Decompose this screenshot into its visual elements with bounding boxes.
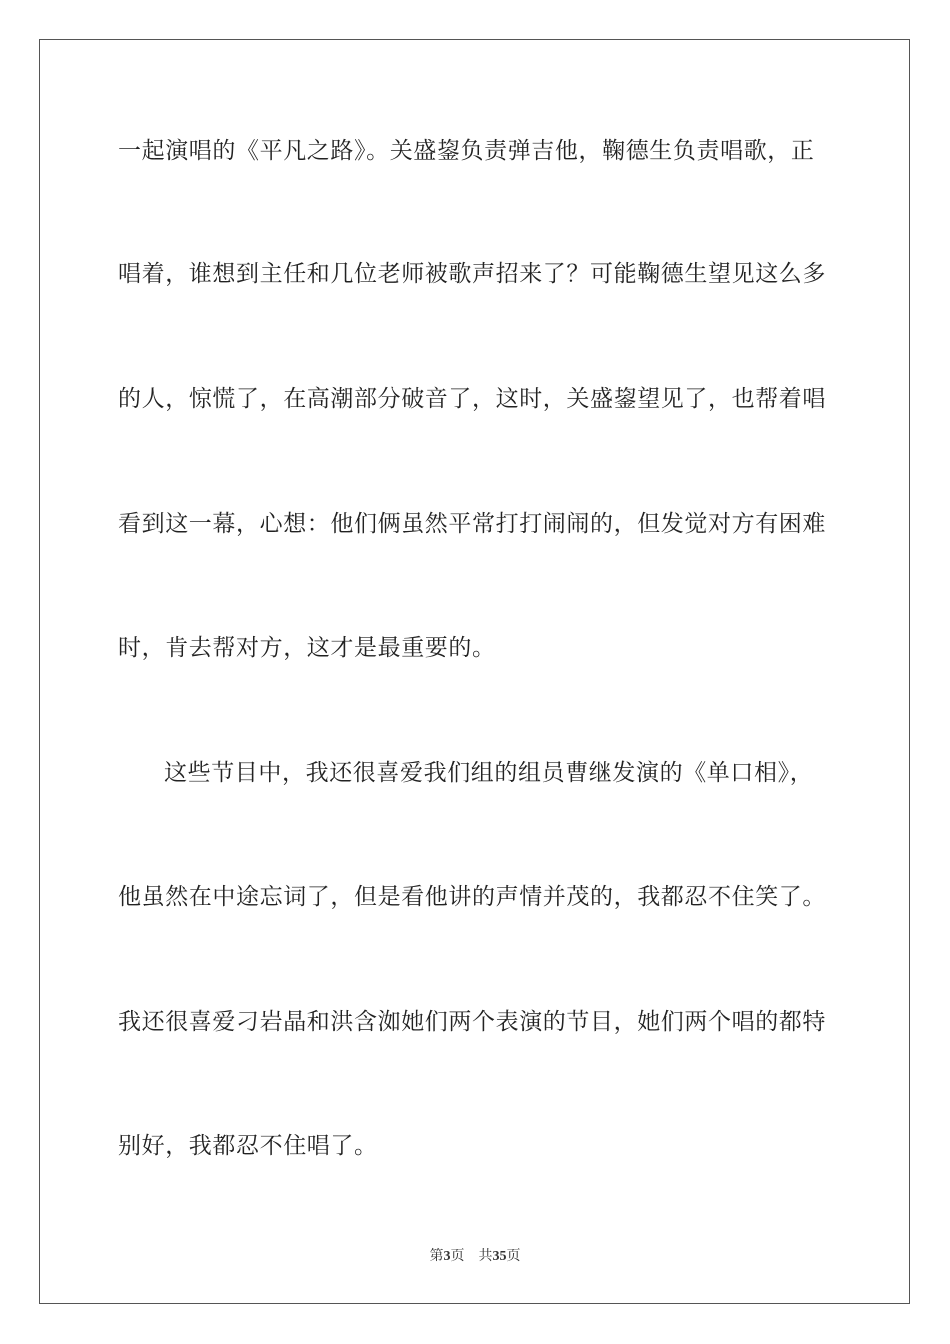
footer-page-suffix: 页 (450, 1248, 465, 1264)
text-line-5: 时，肯去帮对方，这才是最重要的。 (118, 635, 496, 661)
footer-prefix: 第 (429, 1248, 444, 1264)
text-line-2: 唱着，谁想到主任和几位老师被歌声招来了？可能鞠德生望见这么多 (118, 261, 826, 287)
text-line-7: 他虽然在中途忘词了，但是看他讲的声情并茂的，我都忍不住笑了。 (118, 884, 826, 910)
footer-total-prefix: 共 (478, 1248, 493, 1264)
page-border (39, 39, 910, 1304)
text-line-9: 别好，我都忍不住唱了。 (118, 1133, 378, 1159)
text-line-8: 我还很喜爱刁岩晶和洪含洳她们两个表演的节目，她们两个唱的都特 (118, 1009, 826, 1035)
footer-total-pages: 35 (492, 1249, 507, 1264)
footer-page-number: 3 (443, 1249, 451, 1264)
text-line-4: 看到这一幕，心想：他们俩虽然平常打打闹闹的，但发觉对方有困难 (118, 511, 826, 537)
text-line-1: 一起演唱的《平凡之路》。关盛鋆负责弹吉他，鞠德生负责唱歌，正 (118, 138, 815, 164)
text-line-3: 的人，惊慌了，在高潮部分破音了，这时，关盛鋆望见了，也帮着唱 (118, 386, 826, 412)
page-footer (0, 1247, 950, 1266)
text-line-6-paragraph-start: 这些节目中，我还很喜爱我们组的组员曹继发演的《单口相》， (164, 760, 814, 786)
footer-total-suffix: 页 (506, 1248, 521, 1264)
